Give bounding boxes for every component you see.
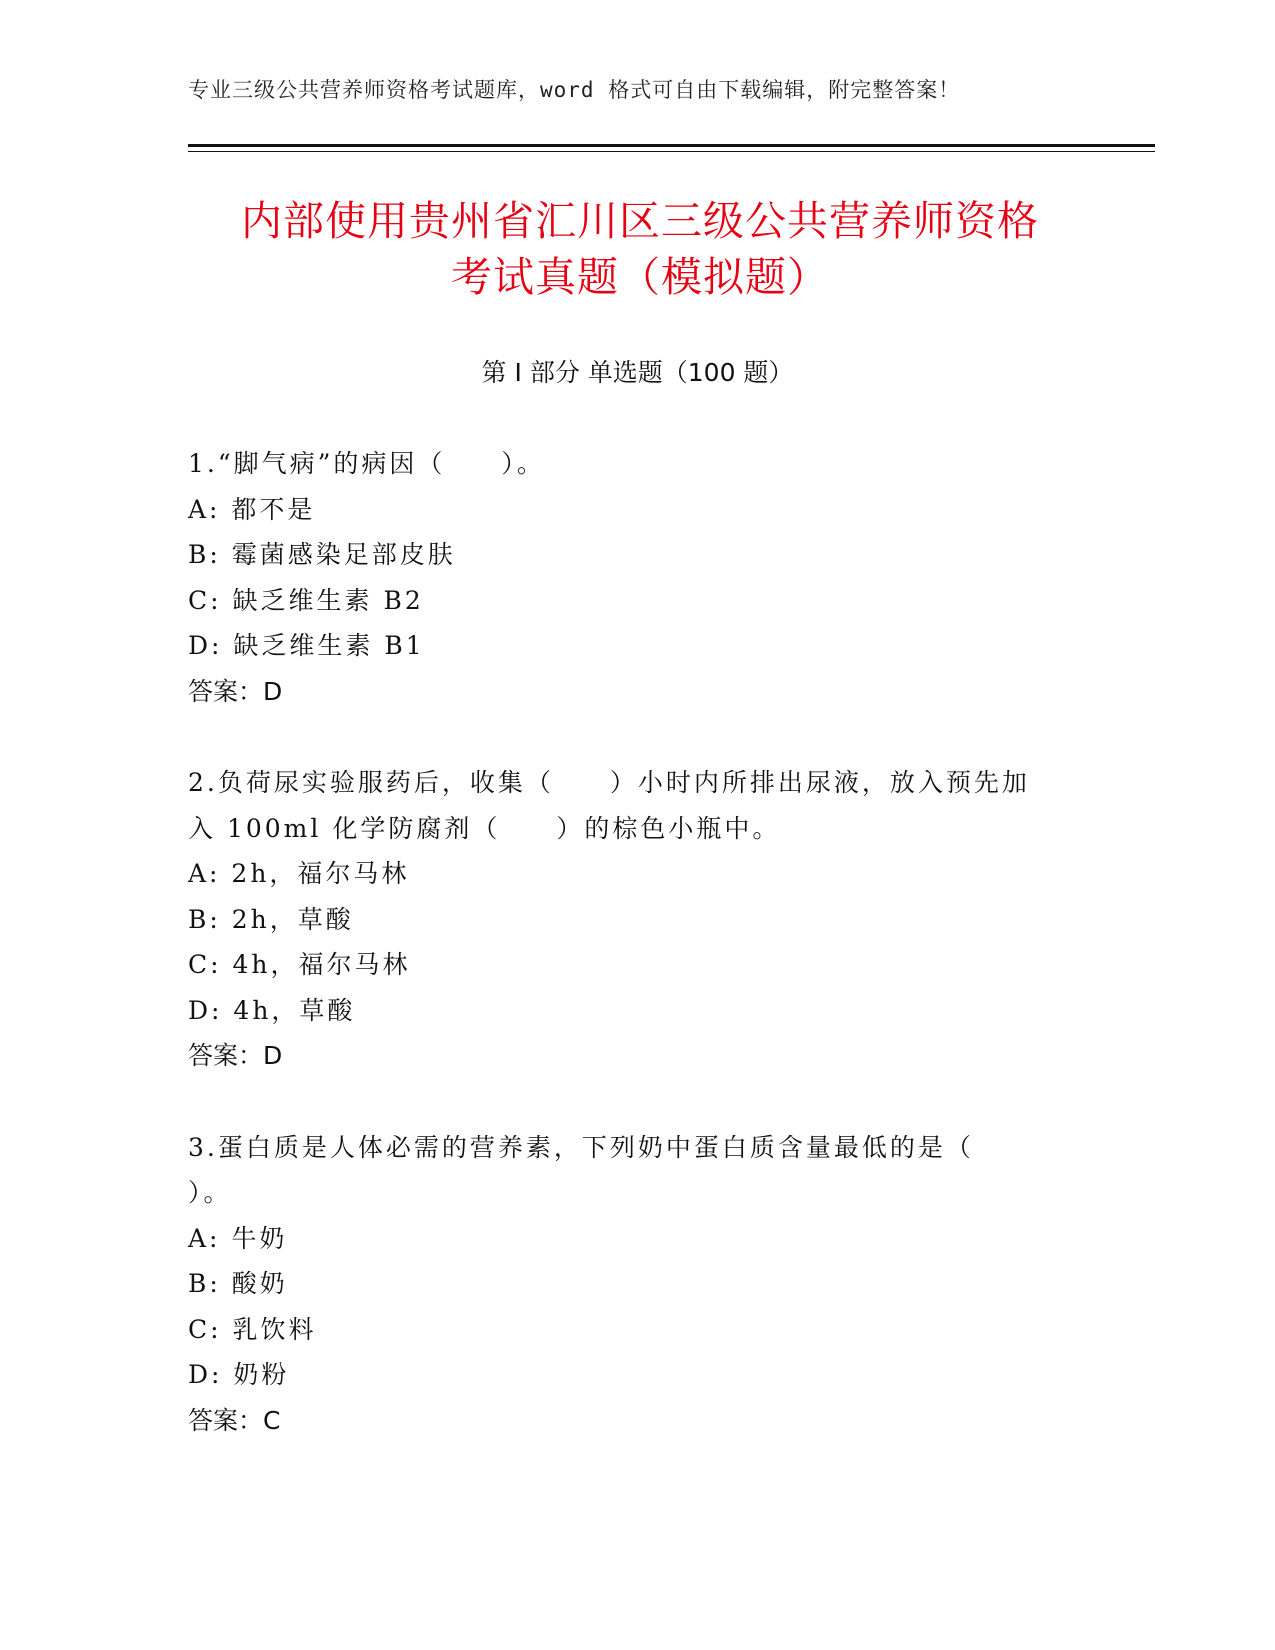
option-b: B: 酸奶 — [188, 1269, 288, 1298]
option-d: D: 奶粉 — [188, 1360, 290, 1389]
question-stem: 3.蛋白质是人体必需的营养素，下列奶中蛋白质含量最低的是（ — [188, 1132, 974, 1162]
section-heading: 第 I 部分 单选题（100 题） — [481, 358, 794, 387]
question-stem-continued: ）。 — [188, 1178, 232, 1207]
document-title-line2: 考试真题（模拟题） — [451, 253, 829, 301]
option-a: A: 牛奶 — [188, 1223, 288, 1253]
option-c: C: 4h，福尔马林 — [188, 950, 411, 979]
answer — [188, 1398, 1068, 1444]
option-c: C: 缺乏维生素 B2 — [188, 585, 424, 615]
answer-value: C — [263, 1405, 281, 1435]
header-rule-thin — [188, 151, 1155, 152]
answer-label: 答案： — [188, 1041, 264, 1070]
answer-value: D — [263, 676, 283, 706]
document-title-line1: 内部使用贵州省汇川区三级公共营养师资格 — [241, 197, 1039, 245]
question-stem-continued: 入 100ml 化学防腐剂（ ）的棕色小瓶中。 — [188, 813, 781, 843]
answer — [188, 1033, 1068, 1079]
option-b: B: 霉菌感染足部皮肤 — [188, 540, 456, 569]
option-d: D: 4h，草酸 — [188, 995, 356, 1025]
answer — [188, 669, 1068, 715]
answer-label: 答案： — [188, 1405, 264, 1435]
question-2 — [188, 760, 1068, 1079]
question-1 — [188, 441, 1068, 714]
header-rule-thick — [188, 144, 1155, 147]
option-a: A: 2h，福尔马林 — [188, 859, 410, 888]
question-stem: 1.“脚气病”的病因（ ）。 — [188, 449, 545, 478]
option-b: B: 2h，草酸 — [188, 904, 354, 934]
document-title — [188, 193, 1092, 305]
answer-value: D — [263, 1041, 283, 1070]
option-d: D: 缺乏维生素 B1 — [188, 631, 425, 660]
question-stem: 2.负荷尿实验服药后，收集（ ）小时内所排出尿液，放入预先加 — [188, 768, 1030, 797]
option-a: A: 都不是 — [188, 494, 316, 524]
question-list — [188, 441, 1068, 1489]
answer-label: 答案： — [188, 676, 264, 706]
header-note: 专业三级公共营养师资格考试题库，word 格式可自由下载编辑，附完整答案！ — [188, 78, 961, 102]
option-c: C: 乳饮料 — [188, 1314, 317, 1344]
question-3 — [188, 1125, 1068, 1444]
